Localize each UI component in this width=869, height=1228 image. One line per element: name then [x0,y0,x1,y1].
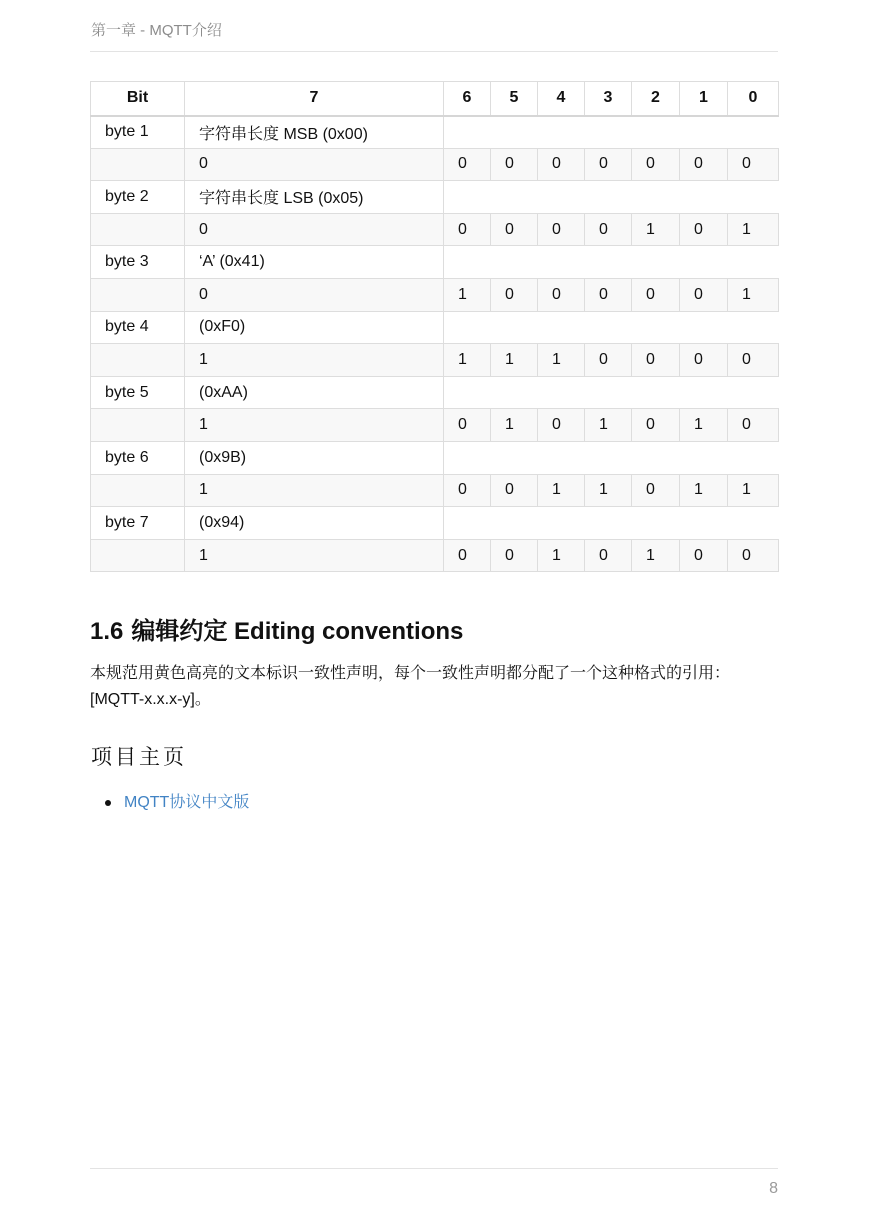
empty-cell [91,344,185,377]
bit-value-6: 1 [444,278,491,311]
bit-value-0: 0 [728,539,779,572]
bit-value-0: 0 [728,344,779,377]
column-header-3: 3 [585,82,632,116]
bit-value-5: 0 [491,474,538,507]
footer-divider [90,1168,778,1169]
bit-value-1: 1 [680,474,728,507]
bit-value-0: 1 [728,278,779,311]
byte-label: byte 1 [91,116,185,149]
utf8-encoding-table [90,81,779,572]
bit-value-3: 0 [585,213,632,246]
bit-value-2: 1 [632,213,680,246]
bit-value-6: 0 [444,213,491,246]
running-header: 第一章 - MQTT介绍 [91,22,222,39]
bit-value-6: 1 [444,344,491,377]
empty-cell [91,213,185,246]
conformance-paragraph: 本规范用黄色高亮的文本标识一致性声明，每个一致性声明都分配了一个这种格式的引用：[MQTT-x.x.x-y]。 [90,665,731,708]
table-row [91,148,779,181]
bit-value-2: 0 [632,344,680,377]
byte-label: byte 6 [91,441,185,474]
bit-value-2: 0 [632,474,680,507]
bit-value-7: 1 [185,474,444,507]
table-row [91,246,779,279]
byte-label: byte 7 [91,507,185,540]
bit-value-3: 0 [585,278,632,311]
byte-description: (0xAA) [185,376,444,409]
empty-cell [444,507,779,540]
empty-cell [91,409,185,442]
bit-value-1: 0 [680,213,728,246]
bullet-icon [105,800,111,806]
table-header-row [91,82,779,116]
bit-value-5: 0 [491,539,538,572]
empty-cell [444,246,779,279]
table-body [91,116,779,572]
byte-label: byte 3 [91,246,185,279]
column-header-6: 6 [444,82,491,116]
table-row [91,311,779,344]
bit-value-4: 0 [538,148,585,181]
byte-label: byte 5 [91,376,185,409]
bit-value-2: 0 [632,148,680,181]
byte-description: 字符串长度 MSB (0x00) [185,116,444,149]
empty-cell [444,376,779,409]
bit-value-0: 0 [728,148,779,181]
bit-value-4: 0 [538,213,585,246]
bit-value-4: 0 [538,278,585,311]
page-number: 8 [769,1180,778,1197]
empty-cell [91,539,185,572]
table-row [91,474,779,507]
empty-cell [444,311,779,344]
table-row [91,376,779,409]
table-row [91,344,779,377]
bit-value-6: 0 [444,148,491,181]
bit-value-2: 0 [632,409,680,442]
bit-value-5: 1 [491,344,538,377]
bit-value-5: 0 [491,213,538,246]
table-row [91,213,779,246]
bit-value-1: 0 [680,344,728,377]
table-row [91,181,779,214]
bit-value-1: 1 [680,409,728,442]
empty-cell [91,474,185,507]
bit-value-2: 1 [632,539,680,572]
empty-cell [444,116,779,149]
list-item [90,792,249,814]
bit-value-4: 1 [538,539,585,572]
project-homepage-heading: 项目主页 [91,746,187,769]
byte-description: 字符串长度 LSB (0x05) [185,181,444,214]
bit-value-0: 1 [728,474,779,507]
bit-value-7: 1 [185,344,444,377]
byte-description: (0x94) [185,507,444,540]
bit-value-5: 0 [491,278,538,311]
header-divider [90,51,778,52]
bit-value-0: 1 [728,213,779,246]
column-header-5: 5 [491,82,538,116]
bit-value-4: 0 [538,409,585,442]
bit-value-6: 0 [444,539,491,572]
bit-value-3: 1 [585,474,632,507]
column-header-bit: Bit [91,82,185,116]
table-row [91,539,779,572]
byte-label: byte 4 [91,311,185,344]
table-row [91,116,779,149]
column-header-7: 7 [185,82,444,116]
section-heading [90,611,463,646]
bit-value-6: 0 [444,474,491,507]
column-header-0: 0 [728,82,779,116]
bit-value-7: 0 [185,278,444,311]
table-row [91,278,779,311]
bit-value-7: 0 [185,148,444,181]
bit-value-1: 0 [680,539,728,572]
bit-value-3: 0 [585,148,632,181]
bit-value-3: 1 [585,409,632,442]
table-row [91,507,779,540]
section-title: 编辑约定 Editing conventions [131,618,464,645]
bit-value-4: 1 [538,344,585,377]
table-row [91,409,779,442]
project-link-list [90,792,249,814]
bit-value-7: 0 [185,213,444,246]
bit-value-0: 0 [728,409,779,442]
byte-label: byte 2 [91,181,185,214]
bit-value-1: 0 [680,278,728,311]
column-header-2: 2 [632,82,680,116]
empty-cell [444,441,779,474]
bit-value-5: 0 [491,148,538,181]
empty-cell [444,181,779,214]
bit-value-5: 1 [491,409,538,442]
byte-description: ‘A’ (0x41) [185,246,444,279]
table-row [91,441,779,474]
empty-cell [91,148,185,181]
section-number: 1.6 [90,618,124,645]
mqtt-chinese-link[interactable]: MQTT协议中文版 [124,794,250,811]
column-header-1: 1 [680,82,728,116]
byte-description: (0xF0) [185,311,444,344]
empty-cell [91,278,185,311]
bit-value-3: 0 [585,344,632,377]
column-header-4: 4 [538,82,585,116]
bit-value-7: 1 [185,409,444,442]
bit-value-4: 1 [538,474,585,507]
bit-value-6: 0 [444,409,491,442]
bit-value-2: 0 [632,278,680,311]
byte-description: (0x9B) [185,441,444,474]
bit-value-7: 1 [185,539,444,572]
bit-value-1: 0 [680,148,728,181]
bit-value-3: 0 [585,539,632,572]
